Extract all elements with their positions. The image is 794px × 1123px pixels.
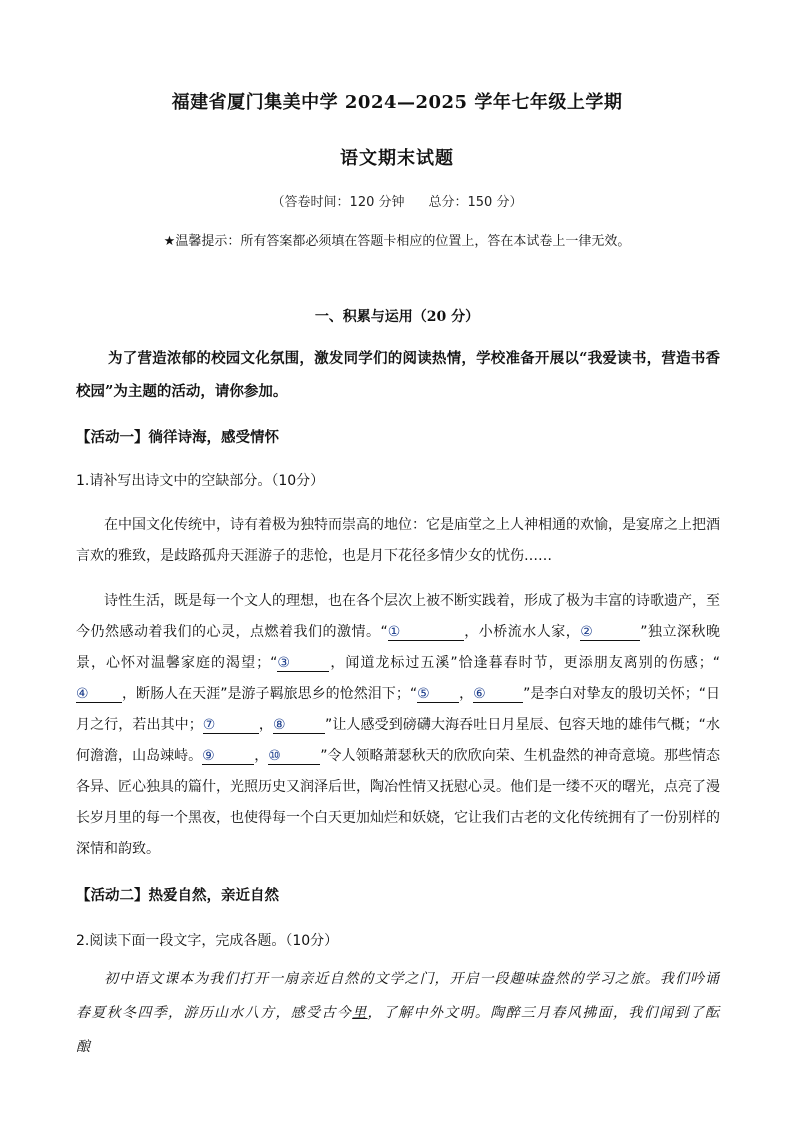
para2-text: ”是李白对挚友的殷切关怀；“日月之行，若出其中； [76, 686, 720, 733]
warm-tip: ★温馨提示：所有答案都必须填在答题卡相应的位置上，答在本试卷上一律无效。 [163, 234, 631, 249]
underlined-char: 里 [352, 1005, 368, 1021]
para2-text: ， [459, 686, 474, 702]
blank-6[interactable]: ⑥ [473, 686, 523, 703]
reading-text: ，了解中外文明。陶醉三月春风拂面，我们闻到了酝酿 [76, 1005, 721, 1055]
para2-text: ”让人感受到磅礴大海吞吐日月星辰、包容天地的雄伟气概；“水何澹澹，山岛竦峙。 [76, 717, 721, 764]
blank-7[interactable]: ⑦ [203, 717, 259, 734]
blank-3[interactable]: ③ [277, 655, 329, 672]
exam-subtitle: 语文期末试题 [340, 148, 454, 169]
activity1-para2 [76, 586, 720, 865]
para2-text: ，断肠人在天涯”是游子羁旅思乡的怆然泪下；“ [122, 686, 418, 702]
reading-text: 初中语文课本为我们打开一扇亲近自然的文学之门，开启一段趣味盎然的学习之旅。我们吟诵春夏秋冬四季，游历山水八方，感受古今 [76, 971, 720, 1021]
para2-text: ”独立深秋晚景，心怀对温馨家庭的渴望；“ [76, 624, 720, 671]
reading-passage [76, 962, 720, 1064]
para2-text: ”令人领略萧瑟秋天的欣欣向荣、生机盎然的神奇意境。那些情态各异、匠心独具的篇什，光照历史又润泽后世，陶冶性情又抚慰心灵。他们是一缕不灭的曙光，点亮了漫长岁月里的每一个黑夜，也使得每一个白天更加灿烂和妖娆，它让我们古老的文化传统拥有了一份别样的深情和韵致。 [76, 748, 720, 857]
para2-text: ， [254, 748, 269, 764]
blank-2[interactable]: ② [580, 624, 640, 641]
blank-10[interactable]: ⑩ [268, 748, 320, 765]
blank-1[interactable]: ① [388, 624, 464, 641]
para2-text: ，闻道龙标过五溪”恰逢暮春时节，更添朋友离别的伤感；“ [329, 655, 720, 671]
exam-title: 福建省厦门集美中学 2024—2025 学年七年级上学期 [171, 92, 623, 113]
question1: 1.请补写出诗文中的空缺部分。（10分） [76, 473, 325, 489]
para2-text: ， [258, 717, 273, 733]
blank-8[interactable]: ⑧ [273, 717, 325, 734]
activity1-heading: 【活动一】徜徉诗海，感受情怀 [76, 429, 279, 446]
time-info: （答卷时间：120 分钟 [271, 195, 405, 210]
score-info: 总分：150 分） [428, 195, 523, 210]
blank-5[interactable]: ⑤ [417, 686, 459, 703]
exam-meta [0, 191, 794, 210]
section-intro: 为了营造浓郁的校园文化氛围，激发同学们的阅读热情，学校准备开展以“我爱读书，营造书香校园”为主题的活动，请你参加。 [76, 350, 720, 400]
para2-text: 诗性生活，既是每一个文人的理想，也在各个层次上被不断实践着，形成了极为丰富的诗歌遗产，至今仍然感动着我们的心灵，点燃着我们的激情。“ [76, 593, 720, 640]
question2: 2.阅读下面一段文字，完成各题。（10分） [76, 933, 339, 949]
blank-4[interactable]: ④ [76, 686, 122, 703]
activity1-para1: 在中国文化传统中，诗有着极为独特而崇高的地位：它是庙堂之上人神相通的欢愉，是宴席之上把酒言欢的雅致，是歧路孤舟天涯游子的悲怆，也是月下花径多情少女的忧伤…… [76, 517, 720, 564]
section-heading: 一、积累与运用（20 分） [314, 309, 480, 325]
para2-text: ，小桥流水人家， [463, 624, 581, 640]
blank-9[interactable]: ⑨ [202, 748, 254, 765]
activity2-heading: 【活动二】热爱自然，亲近自然 [76, 887, 279, 904]
